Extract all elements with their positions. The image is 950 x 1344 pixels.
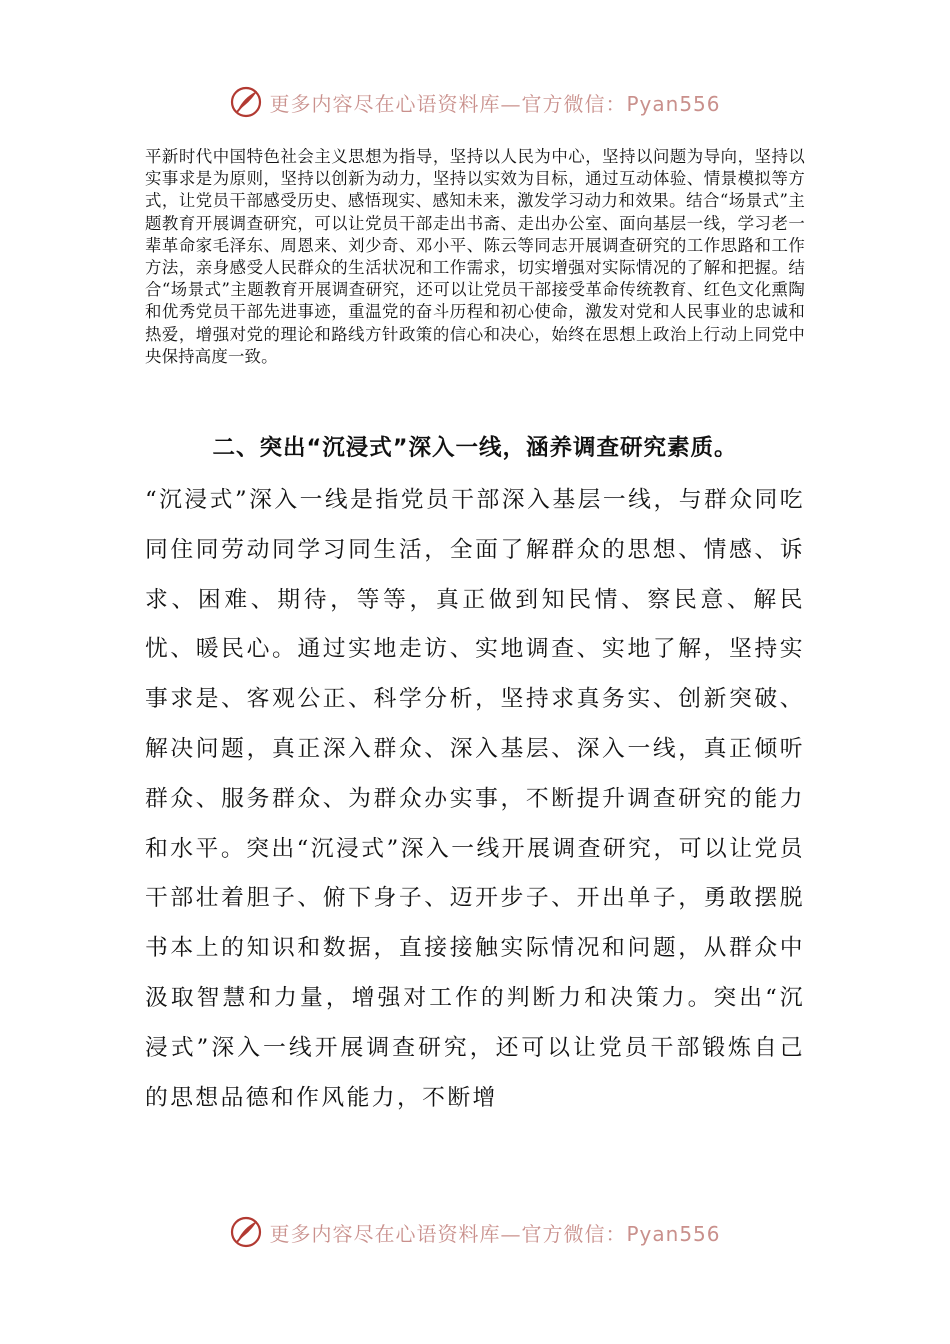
watermark-text xyxy=(269,1218,720,1247)
watermark-prefix: 更多内容尽在心语资料库—官方微信： xyxy=(269,91,627,116)
watermark-prefix: 更多内容尽在心语资料库—官方微信： xyxy=(269,1221,627,1246)
body-paragraph-1: 平新时代中国特色社会主义思想为指导，坚持以人民为中心，坚持以问题为导向，坚持以实事求是为原则，坚持以创新为动力，坚持以实效为目标，通过互动体验、情景模拟等方式，让党员干部感受历史、感悟现实、感知未来，激发学习动力和效果。结合“场景式”主题教育开展调查研究，可以让党员干部走出书斋、走出办公室、面向基层一线，学习老一辈革命家毛泽东、周恩来、刘少奇、邓小平、陈云等同志开展调查研究的工作思路和工作方法，亲身感受人民群众的生活状况和工作需求，切实增强对实际情况的了解和把握。结合“场景式”主题教育开展调查研究，还可以让党员干部接受革命传统教育、红色文化熏陶和优秀党员干部先进事迹，重温党的奋斗历程和初心使命，激发对党和人民事业的忠诚和热爱，增强对党的理论和路线方针政策的信心和决心，始终在思想上政治上行动上同党中央保持高度一致。 xyxy=(145,147,805,366)
watermark-wechat-id: Pyan556 xyxy=(626,1221,721,1246)
header-watermark xyxy=(0,82,950,122)
watermark-text xyxy=(269,88,720,117)
body-paragraph-2: “沉浸式”深入一线是指党员干部深入基层一线，与群众同吃同住同劳动同学习同生活，全面了解群众的思想、情感、诉求、困难、期待，等等，真正做到知民情、察民意、解民忧、暖民心。通过实地走访、实地调查、实地了解，坚持实事求是、客观公正、科学分析，坚持求真务实、创新突破、解决问题，真正深入群众、深入基层、深入一线，真正倾听群众、服务群众、为群众办实事，不断提升调查研究的能力和水平。突出“沉浸式”深入一线开展调查研究，可以让党员干部壮着胆子、俯下身子、迈开步子、开出单子，勇敢摆脱书本上的知识和数据，直接接触实际情况和问题，从群众中汲取智慧和力量，增强对工作的判断力和决策力。突出“沉浸式”深入一线开展调查研究，还可以让党员干部锻炼自己的思想品德和作风能力，不断增 xyxy=(145,487,805,1111)
footer-watermark xyxy=(0,1212,950,1252)
section-heading: 二、突出“沉浸式”深入一线，涵养调查研究素质。 xyxy=(212,435,738,461)
quill-logo-icon xyxy=(229,1215,263,1249)
quill-logo-icon xyxy=(229,85,263,119)
watermark-wechat-id: Pyan556 xyxy=(626,91,721,116)
